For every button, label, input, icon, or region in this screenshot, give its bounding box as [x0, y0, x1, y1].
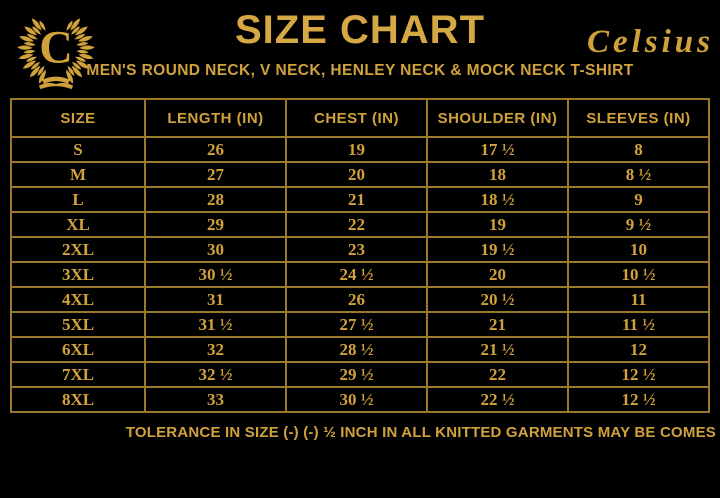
measurement-cell: 24 ½	[286, 262, 427, 287]
measurement-cell: 20 ½	[427, 287, 568, 312]
table-row	[11, 312, 709, 337]
measurement-cell: 26	[286, 287, 427, 312]
brand-letter: C	[39, 22, 73, 74]
measurement-cell: 30 ½	[145, 262, 286, 287]
measurement-cell: 28	[145, 187, 286, 212]
table-row	[11, 362, 709, 387]
column-header: SLEEVES (IN)	[568, 99, 709, 137]
measurement-cell: 32 ½	[145, 362, 286, 387]
size-label-cell: 4XL	[11, 287, 145, 312]
measurement-cell: 12 ½	[568, 362, 709, 387]
measurement-cell: 28 ½	[286, 337, 427, 362]
table-row	[11, 187, 709, 212]
table-row	[11, 137, 709, 162]
column-header: SHOULDER (IN)	[427, 99, 568, 137]
size-label-cell: 2XL	[11, 237, 145, 262]
measurement-cell: 20	[427, 262, 568, 287]
measurement-cell: 9 ½	[568, 212, 709, 237]
table-header-row	[11, 99, 709, 137]
measurement-cell: 17 ½	[427, 137, 568, 162]
measurement-cell: 10 ½	[568, 262, 709, 287]
measurement-cell: 27	[145, 162, 286, 187]
table-row	[11, 237, 709, 262]
measurement-cell: 29 ½	[286, 362, 427, 387]
measurement-cell: 23	[286, 237, 427, 262]
page-title: SIZE CHART	[235, 8, 485, 52]
table-row	[11, 212, 709, 237]
measurement-cell: 33	[145, 387, 286, 412]
measurement-cell: 11 ½	[568, 312, 709, 337]
measurement-cell: 9	[568, 187, 709, 212]
measurement-cell: 19	[286, 137, 427, 162]
measurement-cell: 11	[568, 287, 709, 312]
table-row	[11, 337, 709, 362]
measurement-cell: 20	[286, 162, 427, 187]
size-label-cell: 8XL	[11, 387, 145, 412]
measurement-cell: 22	[286, 212, 427, 237]
measurement-cell: 32	[145, 337, 286, 362]
measurement-cell: 27 ½	[286, 312, 427, 337]
measurement-cell: 18	[427, 162, 568, 187]
measurement-cell: 21 ½	[427, 337, 568, 362]
measurement-cell: 29	[145, 212, 286, 237]
header	[0, 0, 720, 98]
column-header: LENGTH (IN)	[145, 99, 286, 137]
measurement-cell: 31 ½	[145, 312, 286, 337]
size-label-cell: L	[11, 187, 145, 212]
table-row	[11, 162, 709, 187]
measurement-cell: 30 ½	[286, 387, 427, 412]
tolerance-note: TOLERANCE IN SIZE (-) (-) ½ INCH IN ALL KNITTED GARMENTS MAY BE COMES	[125, 424, 716, 441]
measurement-cell: 30	[145, 237, 286, 262]
measurement-cell: 10	[568, 237, 709, 262]
size-label-cell: XL	[11, 212, 145, 237]
measurement-cell: 22 ½	[427, 387, 568, 412]
measurement-cell: 19	[427, 212, 568, 237]
column-header: CHEST (IN)	[286, 99, 427, 137]
measurement-cell: 31	[145, 287, 286, 312]
table-body	[11, 137, 709, 412]
measurement-cell: 19 ½	[427, 237, 568, 262]
size-label-cell: 5XL	[11, 312, 145, 337]
measurement-cell: 21	[427, 312, 568, 337]
size-label-cell: 6XL	[11, 337, 145, 362]
brand-name-script: Celsius	[586, 24, 714, 60]
measurement-cell: 8	[568, 137, 709, 162]
measurement-cell: 8 ½	[568, 162, 709, 187]
page-subtitle: MEN'S ROUND NECK, V NECK, HENLEY NECK & MOCK NECK T-SHIRT	[86, 62, 634, 79]
table-row	[11, 262, 709, 287]
size-label-cell: 7XL	[11, 362, 145, 387]
measurement-cell: 18 ½	[427, 187, 568, 212]
size-label-cell: M	[11, 162, 145, 187]
table-header	[11, 99, 709, 137]
table-row	[11, 387, 709, 412]
size-label-cell: 3XL	[11, 262, 145, 287]
measurement-cell: 12	[568, 337, 709, 362]
measurement-cell: 22	[427, 362, 568, 387]
column-header: SIZE	[11, 99, 145, 137]
size-label-cell: S	[11, 137, 145, 162]
measurement-cell: 26	[145, 137, 286, 162]
size-chart-table	[10, 98, 710, 413]
table-row	[11, 287, 709, 312]
measurement-cell: 21	[286, 187, 427, 212]
measurement-cell: 12 ½	[568, 387, 709, 412]
